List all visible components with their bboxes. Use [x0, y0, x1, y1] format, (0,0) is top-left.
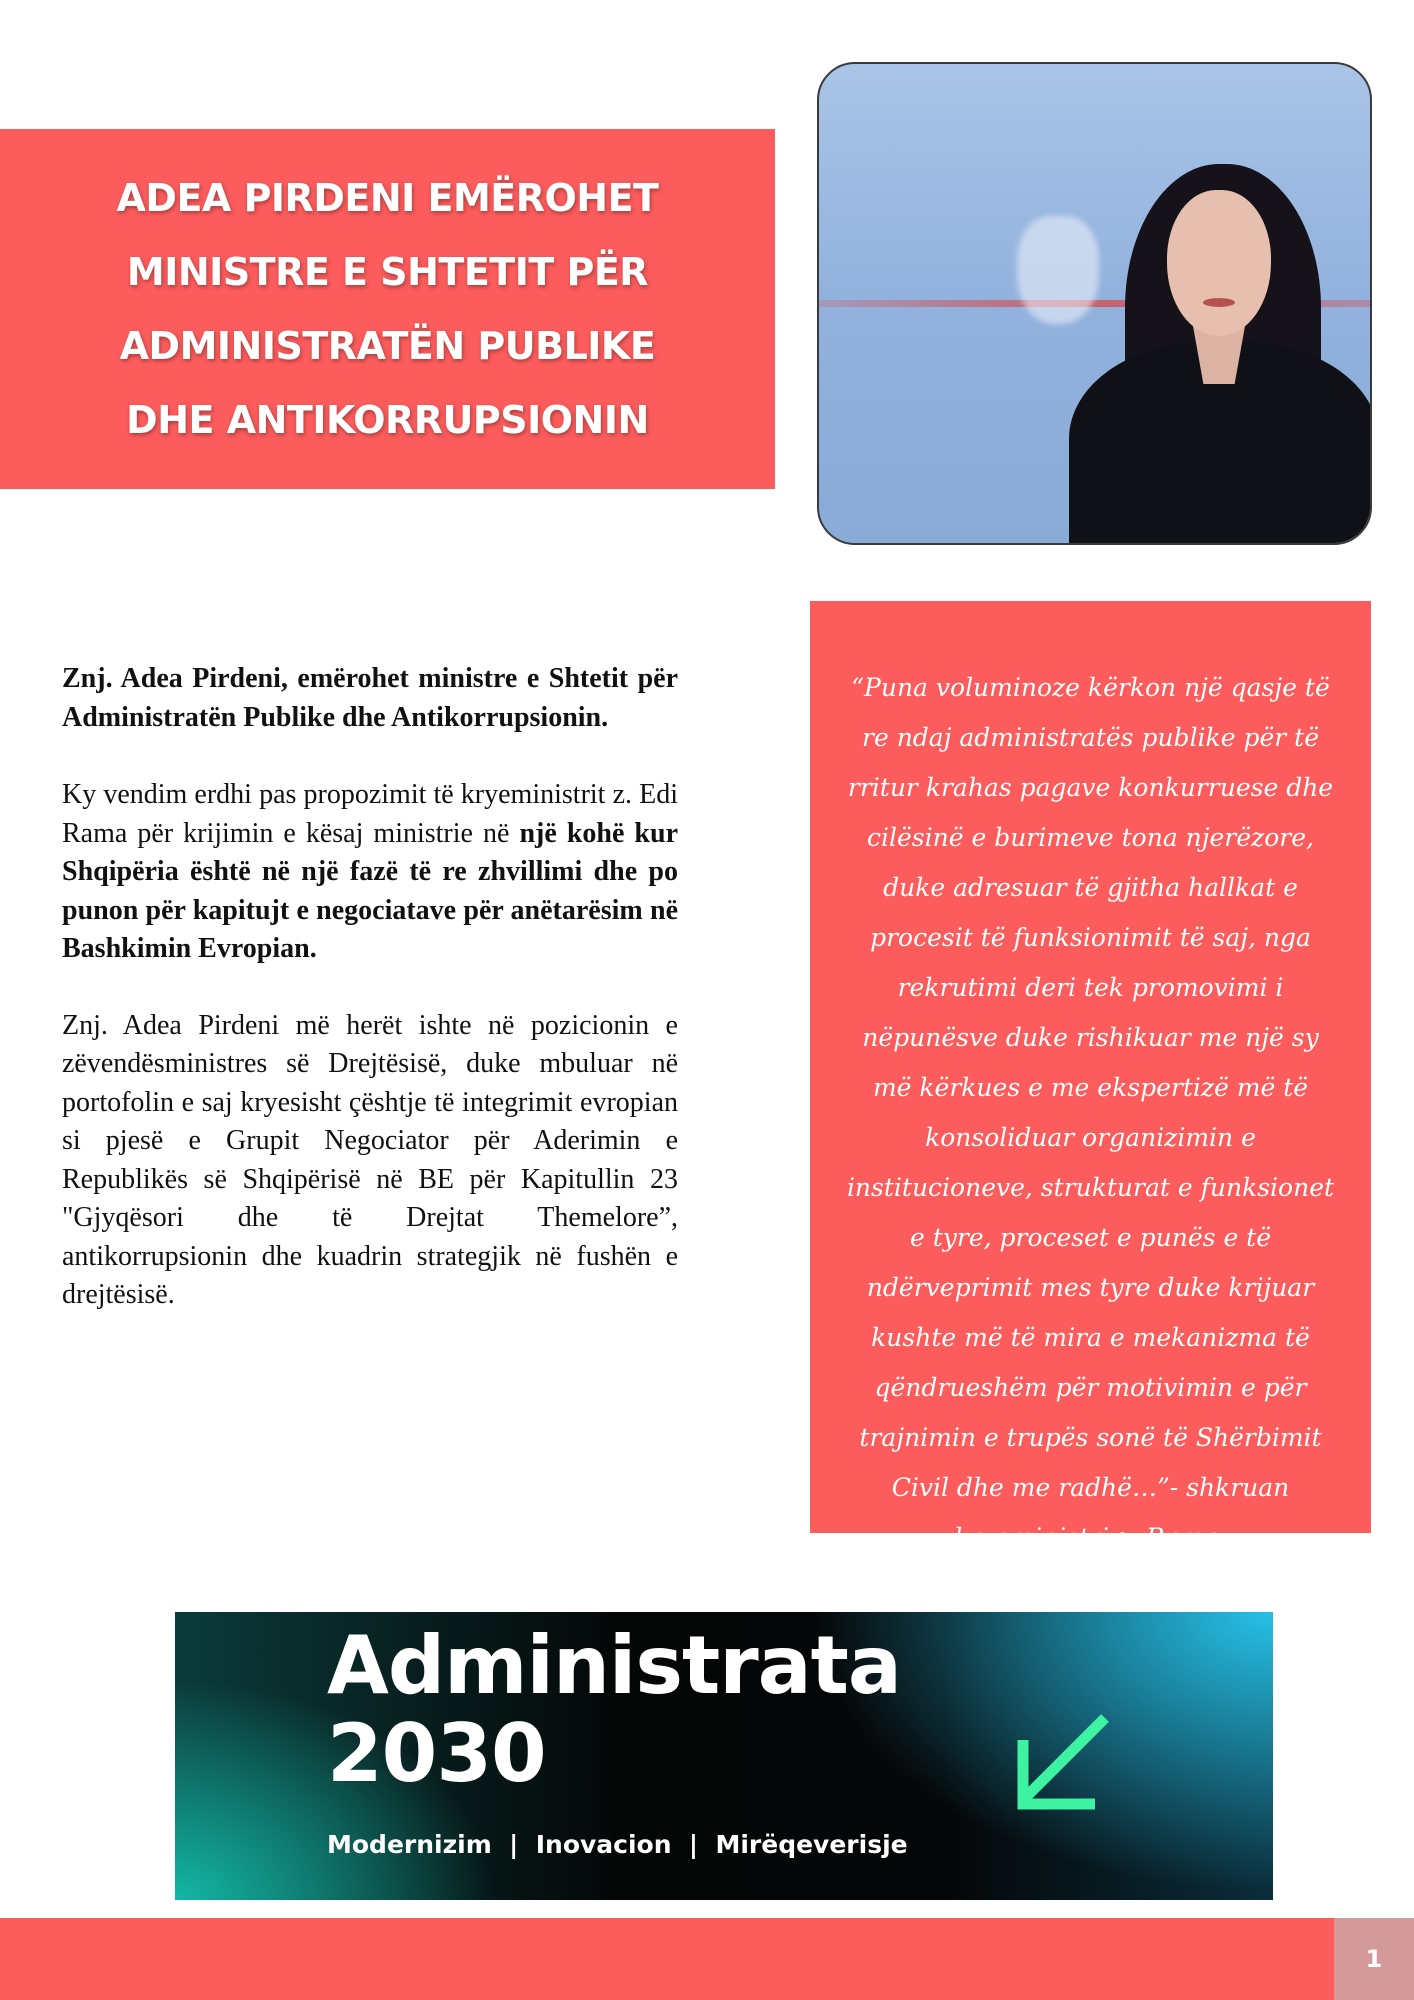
article-lead: Znj. Adea Pirdeni, emërohet ministre e Shtetit për Administratën Publike dhe Antikorrupsionin.: [62, 663, 678, 733]
portrait-face: [1167, 190, 1271, 336]
portrait-lips: [1203, 298, 1235, 307]
article-paragraph-2-text: Ky vendim erdhi pas propozimit të kryeministrit z. Edi Rama për krijimin e kësaj ministrie në: [62, 779, 678, 849]
page-number: 1: [1334, 1918, 1414, 2000]
administrata-2030-banner: [175, 1612, 1273, 1900]
article-paragraph-3: Znj. Adea Pirdeni më herët ishte në pozicionin e zëvendësministres së Drejtësisë, duke mbuluar në portofolin e saj kryesisht çështje të integrimit evropian si pjesë e Grupit Negociator për Aderimin e Republikës së Shqipërisë në BE për Kapitullin 23 "Gjyqësori dhe të Drejtat Themelore”, antikorrupsionin dhe kuadrin strategjik në fushën e drejtësisë.: [62, 1009, 678, 1310]
banner-title-line-2: 2030: [327, 1707, 546, 1800]
article-body: [62, 660, 678, 1315]
banner-title: [327, 1619, 901, 1800]
article-paragraph-2: [62, 776, 678, 969]
quote-box: [810, 601, 1371, 1552]
article-paragraph-2-emphasis: një kohë kur Shqipëria është në një fazë të re zhvillimi dhe po punon për kapitujt e negociatave për anëtarësim në Bashkimin Evropian.: [62, 817, 679, 964]
emblem-icon: [1017, 216, 1099, 324]
quote-text: “Puna voluminoze kërkon një qasje të re ndaj administratës publike për të rritur krahas pagave konkurruese dhe cilësinë e burimeve tona njerëzore, duke adresuar të gjitha hallkat e procesit të funksionimit të saj, nga rekrutimi deri tek promovimi i nëpunësve duke rishikuar me një sy më kërkues e me ekspertizë më të konsoliduar organizimin e institucioneve, strukturat e funksionet e tyre, proceset e punës e të ndërveprimit mes tyre duke krijuar kushte më të mira e mekanizma të qëndrueshëm për motivimin e për trajnimin e trupës sonë të Shërbimit Civil dhe me radhë…”- shkruan kryeministri z. Rama.: [846, 673, 1335, 1552]
page-title: ADEA PIRDENI EMËROHET MINISTRE E SHTETIT PËR ADMINISTRATËN PUBLIKE DHE ANTIKORRUPSIONIN: [116, 176, 659, 442]
footer-bar: [0, 1918, 1334, 2000]
title-box: [0, 129, 775, 489]
banner-title-line-1: Administrata: [327, 1619, 901, 1712]
portrait-photo: [817, 62, 1372, 545]
arrow-down-left-icon: [1005, 1704, 1125, 1824]
banner-subtitle: Modernizim | Inovacion | Mirëqeverisje: [327, 1830, 908, 1859]
